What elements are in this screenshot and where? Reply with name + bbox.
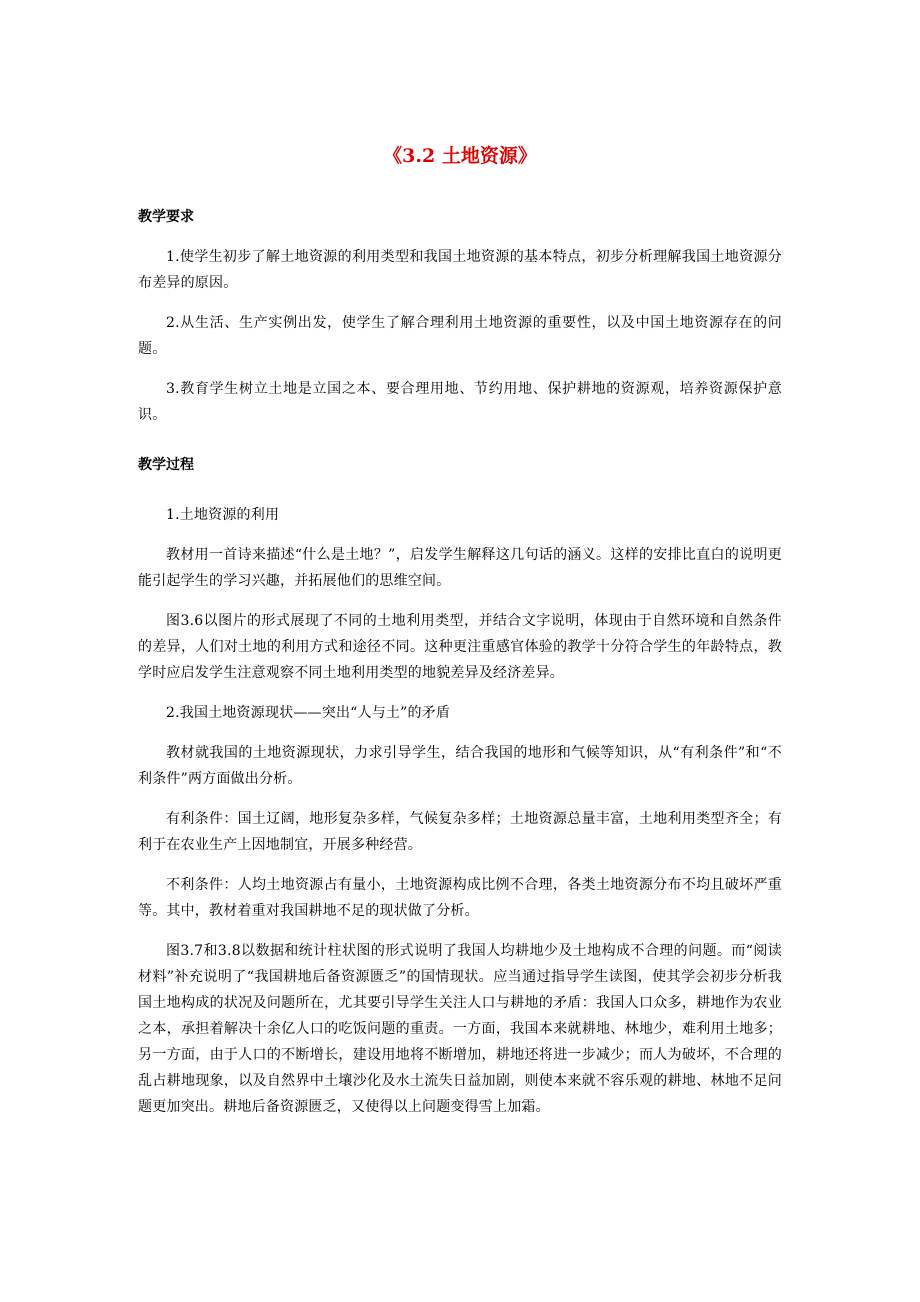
document-title: 《3.2 土地资源》 bbox=[383, 145, 537, 167]
paragraph: 不利条件：人均土地资源占有量小，土地资源构成比例不合理，各类土地资源分布不均且破坏严重等。其中，教材着重对我国耕地不足的现状做了分析。 bbox=[138, 877, 782, 919]
paragraph: 3.教育学生树立土地是立国之本、要合理用地、节约用地、保护耕地的资源观，培养资源保护意识。 bbox=[138, 381, 782, 423]
paragraph: 1.土地资源的利用 bbox=[166, 507, 280, 523]
section-heading: 教学要求 bbox=[138, 209, 194, 225]
paragraph: 2.我国土地资源现状——突出“人与土”的矛盾 bbox=[166, 705, 451, 721]
section-heading: 教学过程 bbox=[138, 457, 194, 473]
paragraph: 教材就我国的土地资源现状，力求引导学生，结合我国的地形和气候等知识，从“有利条件”和“不利条件”两方面做出分析。 bbox=[138, 745, 782, 787]
paragraph: 1.使学生初步了解土地资源的利用类型和我国土地资源的基本特点，初步分析理解我国土地资源分布差异的原因。 bbox=[138, 249, 782, 291]
paragraph: 图3.6以图片的形式展现了不同的土地利用类型，并结合文字说明，体现由于自然环境和自然条件的差异，人们对土地的利用方式和途径不同。这种更注重感官体验的教学十分符合学生的年龄特点，教学时应启发学生注意观察不同土地利用类型的地貌差异及经济差异。 bbox=[138, 613, 782, 681]
paragraph: 教材用一首诗来描述“什么是土地？”，启发学生解释这几句话的涵义。这样的安排比直白的说明更能引起学生的学习兴趣，并拓展他们的思维空间。 bbox=[138, 547, 782, 589]
paragraph: 2.从生活、生产实例出发，使学生了解合理利用土地资源的重要性，以及中国土地资源存在的问题。 bbox=[138, 315, 782, 357]
paragraph: 图3.7和3.8以数据和统计柱状图的形式说明了我国人均耕地少及土地构成不合理的问题。而“阅读材料”补充说明了“我国耕地后备资源匮乏”的国情现状。应当通过指导学生读图，使其学会初步分析我国土地构成的状况及问题所在，尤其要引导学生关注人口与耕地的矛盾：我国人口众多，耕地作为农业之本，承担着解决十余亿人口的吃饭问题的重责。一方面，我国本来就耕地、林地少，难利用土地多；另一方面，由于人口的不断增长，建设用地将不断增加，耕地还将进一步减少；而人为破坏，不合理的乱占耕地现象，以及自然界中土壤沙化及水土流失日益加剧，则使本来就不容乐观的耕地、林地不足问题更加突出。耕地后备资源匮乏，又使得以上问题变得雪上加霜。 bbox=[138, 943, 782, 1115]
document-page bbox=[138, 130, 782, 1134]
section-teaching-requirements bbox=[138, 204, 782, 428]
paragraph: 有利条件：国土辽阔，地形复杂多样，气候复杂多样；土地资源总量丰富，土地利用类型齐全；有利于在农业生产上因地制宜，开展多种经营。 bbox=[138, 811, 782, 853]
section-teaching-process bbox=[138, 452, 782, 1120]
